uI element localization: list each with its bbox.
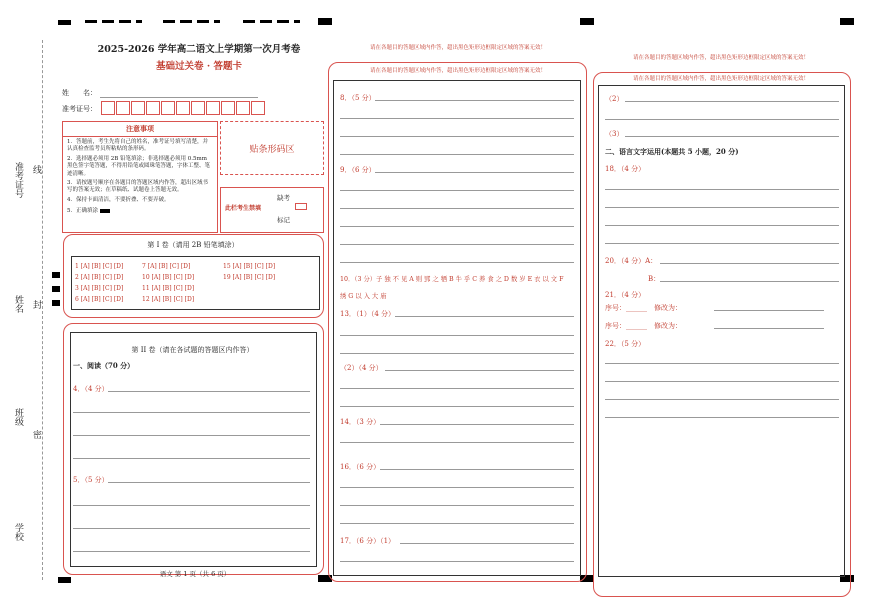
answer-line[interactable]: [380, 469, 574, 470]
answer-line[interactable]: [108, 391, 310, 392]
top-marker: [58, 20, 71, 25]
q10-label: 10．（3 分）子 独 不 见 A 则 郢 之 牺 B 牛 乎 C 养 食 之 D 数 岁 E 衣 以 文 F: [340, 276, 564, 283]
mc-option[interactable]: 11 [A] [B] [C] [D]: [142, 285, 195, 292]
top-dash: [163, 20, 175, 23]
part2-title: 二、语言文字运用(本题共 5 小题，20 分): [605, 147, 739, 156]
mc-option[interactable]: 19 [A] [B] [C] [D]: [223, 274, 276, 281]
warning-text: 请在各题目的答题区域内作答，超出黑色矩形边框限定区域的答案无效！: [632, 76, 809, 82]
notice-item: 1．答题前，考生先将自己的姓名，准考证号填写清楚，并认真检查监考员所粘贴的条形码。: [67, 139, 209, 153]
q10-label-cont: 绣 G 以 入 大 庙: [340, 293, 387, 300]
q22-label: 22．（5 分）: [605, 340, 646, 348]
exam-subtitle: 基础过关卷 · 答题卡: [156, 61, 242, 72]
q9-label: 9．（6 分）: [340, 166, 376, 174]
answer-line[interactable]: [340, 154, 574, 155]
barcode-label: 贴条形码区: [249, 144, 295, 155]
name-label: 姓 名：: [62, 89, 97, 97]
q17-label: 17．（6 分）（1）: [340, 537, 396, 545]
mc-option[interactable]: 2 [A] [B] [C] [D]: [75, 274, 124, 281]
q13b-label: （2）（4 分）: [340, 364, 383, 372]
mc-option[interactable]: 15 [A] [B] [C] [D]: [223, 263, 276, 270]
notice-title: 注意事项: [63, 122, 217, 137]
answer-line[interactable]: [340, 190, 574, 191]
answer-line[interactable]: [375, 172, 574, 173]
warning-text: 请在各题目的答题区域内作答，超出黑色矩形边框限定区域的答案无效！: [632, 55, 809, 61]
side-marker: [52, 300, 60, 306]
mc-option[interactable]: 12 [A] [B] [C] [D]: [142, 296, 195, 303]
answer-line[interactable]: [340, 226, 574, 227]
answer-line[interactable]: [605, 119, 839, 120]
absent-checkbox[interactable]: [295, 203, 307, 210]
section1-title: 第 I 卷（请用 2B 铅笔填涂）: [147, 241, 239, 249]
answer-line[interactable]: [380, 424, 574, 425]
page-footer: 语文 第 1 页（共 6 页）: [159, 570, 231, 578]
q8-label: 8．（5 分）: [340, 94, 376, 102]
answer-line[interactable]: [73, 505, 310, 506]
answer-line[interactable]: [340, 523, 574, 524]
answer-line[interactable]: [625, 136, 839, 137]
exam-no-boxes[interactable]: [101, 100, 266, 119]
answer-line[interactable]: [340, 505, 574, 506]
mc-option[interactable]: 1 [A] [B] [C] [D]: [75, 263, 124, 270]
answer-line[interactable]: [714, 310, 824, 311]
top-marker: [318, 18, 332, 25]
top-marker: [840, 18, 854, 25]
answer-line[interactable]: [605, 225, 839, 226]
answer-line[interactable]: [340, 136, 574, 137]
q20b-label: B：: [648, 275, 661, 283]
binding-line: [42, 40, 43, 580]
answer-line[interactable]: [340, 335, 574, 336]
fill-sample: [100, 209, 110, 213]
notice-item: 3．请按题号顺序在各题目的答题区域内作答，超出区域书写的答案无效；在草稿纸、试题卷上答题无效。: [67, 180, 209, 194]
side-school: 学校: [13, 523, 23, 541]
top-dash: [294, 20, 300, 23]
answer-line[interactable]: [605, 417, 839, 418]
mc-option[interactable]: 6 [A] [B] [C] [D]: [75, 296, 124, 303]
exam-no-label: 准考证号：: [62, 105, 97, 113]
answer-line[interactable]: [73, 458, 310, 459]
top-dash: [260, 20, 272, 23]
seq1-label: 序号：______ 修改为：: [605, 304, 682, 312]
answer-line[interactable]: [73, 528, 310, 529]
answer-line[interactable]: [73, 551, 310, 552]
side-class: 班级: [13, 408, 23, 426]
top-dash: [85, 20, 97, 23]
q21-label: 21．（4 分）: [605, 291, 646, 299]
q2-label: （2）: [605, 95, 624, 103]
bottom-marker: [58, 577, 71, 583]
absent-mark: 标记: [277, 216, 290, 224]
answer-line[interactable]: [605, 243, 839, 244]
side-name: 姓名: [13, 295, 23, 313]
notice-item: 5．正确填涂: [67, 208, 98, 215]
top-dash: [102, 20, 114, 23]
answer-line[interactable]: [340, 561, 574, 562]
mc-option[interactable]: 3 [A] [B] [C] [D]: [75, 285, 124, 292]
side-line: 线: [31, 165, 41, 174]
answer-line[interactable]: [340, 208, 574, 209]
q20-label: 20．（4 分）A：: [605, 257, 658, 265]
exam-title: 2025-2026 学年高二语文上学期第一次月考卷: [97, 44, 301, 55]
side-fold: 密: [31, 430, 41, 439]
top-dash: [180, 20, 192, 23]
warning-text: 请在各题目的答题区域内作答，超出黑色矩形边框限定区域的答案无效！: [369, 68, 546, 74]
absent-label: 此栏考生禁填: [225, 205, 262, 212]
answer-line[interactable]: [340, 487, 574, 488]
absent-box: [220, 187, 324, 233]
answer-line[interactable]: [375, 100, 574, 101]
q16-label: 16．（6 分）: [340, 463, 381, 471]
notice-box: [62, 121, 218, 233]
top-dash: [214, 20, 220, 23]
col3-inner: [598, 85, 845, 577]
q13-label: 13．（1）（4 分）: [340, 310, 396, 318]
q3-label: （3）: [605, 130, 624, 138]
section2-title: 第 II 卷（请在各试题的答题区内作答）: [131, 346, 254, 354]
top-dash: [119, 20, 131, 23]
answer-line[interactable]: [73, 412, 310, 413]
q18-label: 18．（4 分）: [605, 165, 646, 173]
answer-line[interactable]: [340, 442, 574, 443]
answer-line[interactable]: [660, 263, 839, 264]
side-exam-no: 准考证号: [13, 162, 23, 198]
mc-option[interactable]: 10 [A] [B] [C] [D]: [142, 274, 195, 281]
answer-line[interactable]: [340, 353, 574, 354]
part1-title: 一、阅读（70 分）: [73, 361, 135, 370]
answer-line[interactable]: [108, 482, 310, 483]
mc-option[interactable]: 7 [A] [B] [C] [D]: [142, 263, 191, 270]
answer-line[interactable]: [385, 370, 574, 371]
seq2-label: 序号：______ 修改为：: [605, 322, 682, 330]
answer-line[interactable]: [340, 388, 574, 389]
answer-line[interactable]: [340, 406, 574, 407]
side-marker: [52, 286, 60, 292]
top-dash: [136, 20, 142, 23]
answer-line[interactable]: [605, 207, 839, 208]
answer-line[interactable]: [605, 363, 839, 364]
answer-line[interactable]: [73, 435, 310, 436]
answer-line[interactable]: [605, 189, 839, 190]
notice-item: 2．选择题必须用 2B 铅笔填涂；非选择题必须用 0.5mm 黑色签字笔答题，不得用铅笔或圆珠笔答题，字体工整、笔迹清晰。: [67, 155, 211, 177]
answer-line[interactable]: [605, 381, 839, 382]
q5-label: 5．（5 分）: [73, 476, 109, 484]
notice-item: 4．保持卡面清洁，不要折叠、不要弄破。: [67, 196, 170, 203]
answer-line[interactable]: [400, 543, 574, 544]
q4-label: 4．（4 分）: [73, 385, 109, 393]
side-seal: 封: [31, 300, 41, 309]
warning-text: 请在各题目的答题区域内作答，超出黑色矩形边框限定区域的答案无效！: [369, 45, 546, 51]
answer-line[interactable]: [340, 244, 574, 245]
top-dash: [197, 20, 209, 23]
side-marker: [52, 272, 60, 278]
top-marker: [580, 18, 594, 25]
answer-line[interactable]: [340, 262, 574, 263]
barcode-area: [220, 121, 324, 175]
answer-line[interactable]: [395, 316, 574, 317]
answer-line[interactable]: [714, 328, 824, 329]
q14-label: 14．（3 分）: [340, 418, 381, 426]
top-dash: [277, 20, 289, 23]
answer-line[interactable]: [625, 101, 839, 102]
top-dash: [243, 20, 255, 23]
name-line: [100, 97, 258, 98]
absent-missing: 缺考: [277, 194, 290, 202]
answer-line[interactable]: [660, 281, 839, 282]
answer-line[interactable]: [340, 118, 574, 119]
answer-line[interactable]: [605, 399, 839, 400]
